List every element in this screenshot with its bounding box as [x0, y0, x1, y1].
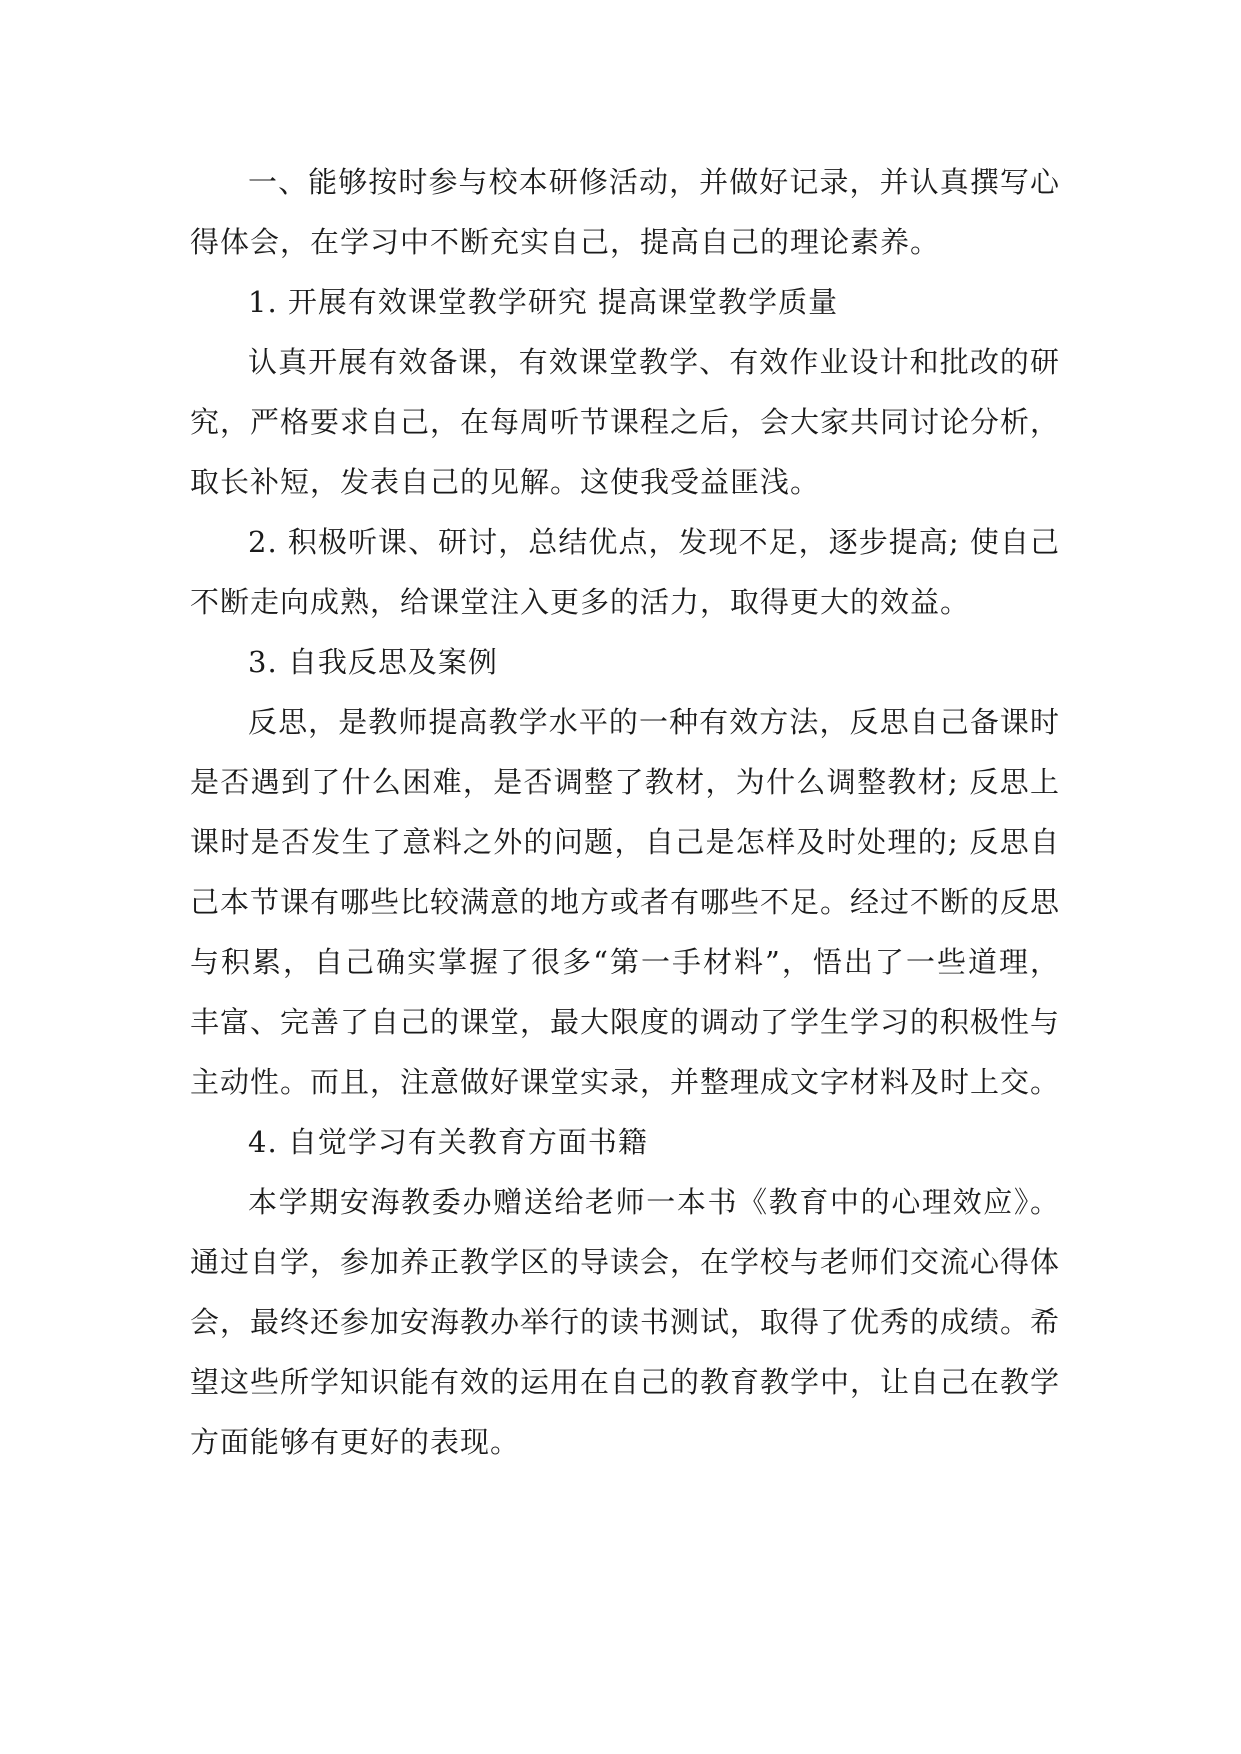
heading-1: 1. 开展有效课堂教学研究 提高课堂教学质量: [248, 285, 839, 319]
paragraph-3: 反思，是教师提高教学水平的一种有效方法，反思自己备课时是否遇到了什么困难，是否调整了教材，为什么调整教材; 反思上课时是否发生了意料之外的问题，自己是怎样及时处理的; 反思自己本节课有哪些比较满意的地方或者有哪些不足。经过不断的反思与积累，自己确实掌握了很多“第一手材料”，悟出了一些道理，丰富、完善了自己的课堂，最大限度的调动了学生学习的积极性与主动性。而且，注意做好课堂实录，并整理成文字材料及时上交。: [190, 705, 1061, 1099]
paragraph-intro: 一、能够按时参与校本研修活动，并做好记录，并认真撰写心得体会，在学习中不断充实自己，提高自己的理论素养。: [190, 165, 1060, 259]
paragraph-4: 本学期安海教委办赠送给老师一本书《教育中的心理效应》。通过自学，参加养正教学区的导读会，在学校与老师们交流心得体会，最终还参加安海教办举行的读书测试，取得了优秀的成绩。希望这些所学知识能有效的运用在自己的教育教学中，让自己在教学方面能够有更好的表现。: [190, 1185, 1061, 1459]
paragraph-2: 2. 积极听课、研讨，总结优点，发现不足，逐步提高; 使自己不断走向成熟，给课堂注入更多的活力，取得更大的效益。: [190, 525, 1060, 619]
heading-4: 4. 自觉学习有关教育方面书籍: [248, 1125, 648, 1159]
heading-3: 3. 自我反思及案例: [248, 645, 498, 679]
document-body: [190, 152, 1060, 1472]
paragraph-1: 认真开展有效备课，有效课堂教学、有效作业设计和批改的研究，严格要求自己，在每周听节课程之后，会大家共同讨论分析，取长补短，发表自己的见解。这使我受益匪浅。: [190, 345, 1061, 499]
